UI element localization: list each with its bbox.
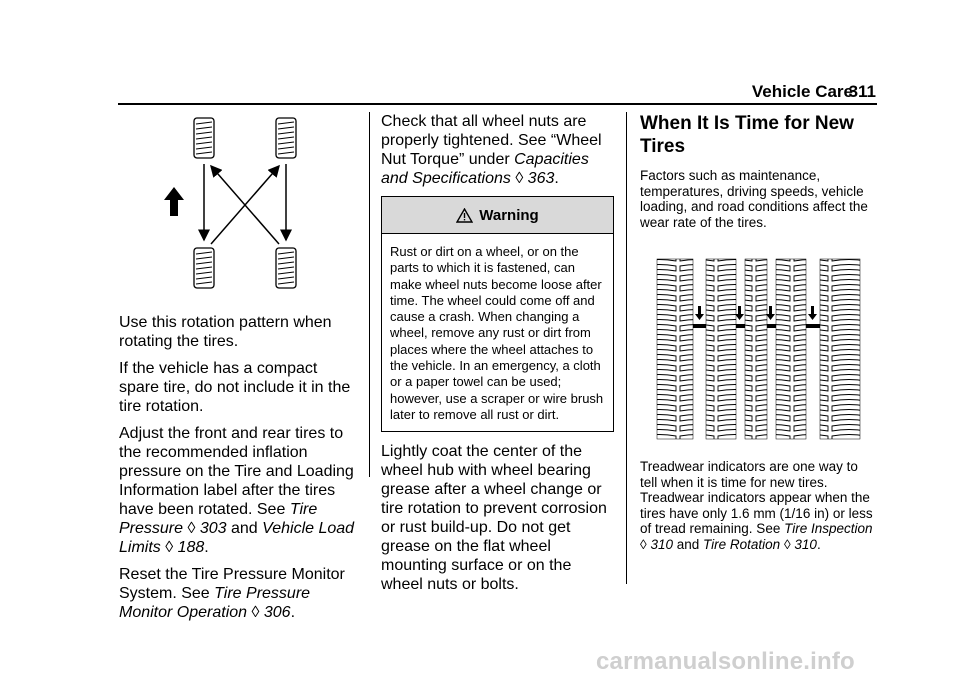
tire-front-right-icon bbox=[276, 118, 296, 158]
column-2 bbox=[381, 112, 614, 602]
link-capacities-specifications[interactable]: Capacities and Specifications bbox=[381, 151, 589, 187]
page-header bbox=[0, 0, 960, 110]
para-coat-wheel-hub: Lightly coat the center of the wheel hub with wheel bearing grease after a wheel change or tire rotation to prevent corrosion or rust build-up. Do not get grease on the flat wheel mounting surface or on the wheel nuts or bolts. bbox=[381, 443, 607, 594]
page-reference-icon: ◊ bbox=[251, 604, 260, 621]
header-rule bbox=[118, 103, 877, 105]
section-title: Vehicle Care bbox=[751, 82, 853, 101]
link-tire-rotation[interactable]: Tire Rotation bbox=[703, 536, 781, 552]
watermark: carmanualsonline.info bbox=[596, 648, 855, 675]
link-tpms-operation[interactable]: Tire Pressure Monitor Operation bbox=[119, 585, 311, 621]
link-tire-pressure[interactable]: Tire Pressure bbox=[119, 501, 318, 537]
link-tire-inspection[interactable]: Tire Inspection bbox=[784, 521, 873, 536]
warning-triangle-icon bbox=[456, 208, 473, 223]
warning-box bbox=[381, 196, 614, 432]
vehicle-front-arrow-icon bbox=[164, 187, 184, 216]
tire-front-left-icon bbox=[194, 118, 214, 158]
page-number: 311 bbox=[848, 82, 876, 101]
warning-header bbox=[382, 197, 613, 234]
warning-title: Warning bbox=[479, 206, 539, 224]
para-wear-factors: Factors such as maintenance, temperatures, driving speeds, vehicle loading, and road conditions affect the wear rate of the tires. bbox=[640, 168, 868, 230]
column-divider-1 bbox=[369, 112, 370, 477]
page-reference-icon: ◊ bbox=[165, 539, 174, 556]
tire-rotation-diagram bbox=[119, 112, 359, 302]
link-vehicle-load-limits[interactable]: Vehicle Load Limits bbox=[119, 520, 355, 556]
column-divider-2 bbox=[626, 112, 627, 584]
para-check-wheel-nuts: Check that all wheel nuts are properly tightened. See “Wheel Nut Torque” under Capacities and Specifications ◊ 363. bbox=[381, 113, 602, 187]
para-rotation-pattern: Use this rotation pattern when rotating the tires. bbox=[119, 314, 332, 350]
para-reset-tpms: Reset the Tire Pressure Monitor System. See Tire Pressure Monitor Operation ◊ 306. bbox=[119, 566, 345, 621]
column-1 bbox=[119, 112, 359, 630]
warning-text: Rust or dirt on a wheel, or on the parts to which it is fastened, can make wheel nuts become loose after time. The wheel could come off and cause a crash. When changing a wheel, remove any rust or dirt from places where the wheel attaches to the vehicle. In an emergency, a cloth or a paper towel can be used; however, use a scraper or wire brush later to remove all rust or dirt. bbox=[390, 244, 604, 422]
section-heading: When It Is Time for New Tires bbox=[640, 113, 854, 157]
tire-rear-left-icon bbox=[194, 248, 214, 288]
page-reference-icon: ◊ bbox=[515, 170, 524, 187]
para-adjust-pressure: Adjust the front and rear tires to the recommended inflation pressure on the Tire and Loading Information label after the tires have been rotated. See Tire Pressure ◊ 303 and Vehicle Load Limits ◊ 188. bbox=[119, 425, 355, 556]
para-treadwear-indicators: Treadwear indicators are one way to tell when it is time for new tires. Treadwear indicators appear when the tires have only 1.6 mm (1/16 in) or less of tread remaining. See Tire Inspection ◊ 310 and Tire Rotation ◊ 310. bbox=[640, 459, 873, 552]
page-reference-icon: ◊ bbox=[187, 520, 196, 537]
para-compact-spare: If the vehicle has a compact spare tire, do not include it in the tire rotation. bbox=[119, 360, 351, 415]
column-3 bbox=[640, 112, 878, 560]
tire-rear-right-icon bbox=[276, 248, 296, 288]
page-reference-icon: ◊ bbox=[783, 536, 791, 552]
treadwear-indicator-illustration bbox=[640, 254, 878, 444]
page-reference-icon: ◊ bbox=[640, 536, 647, 552]
